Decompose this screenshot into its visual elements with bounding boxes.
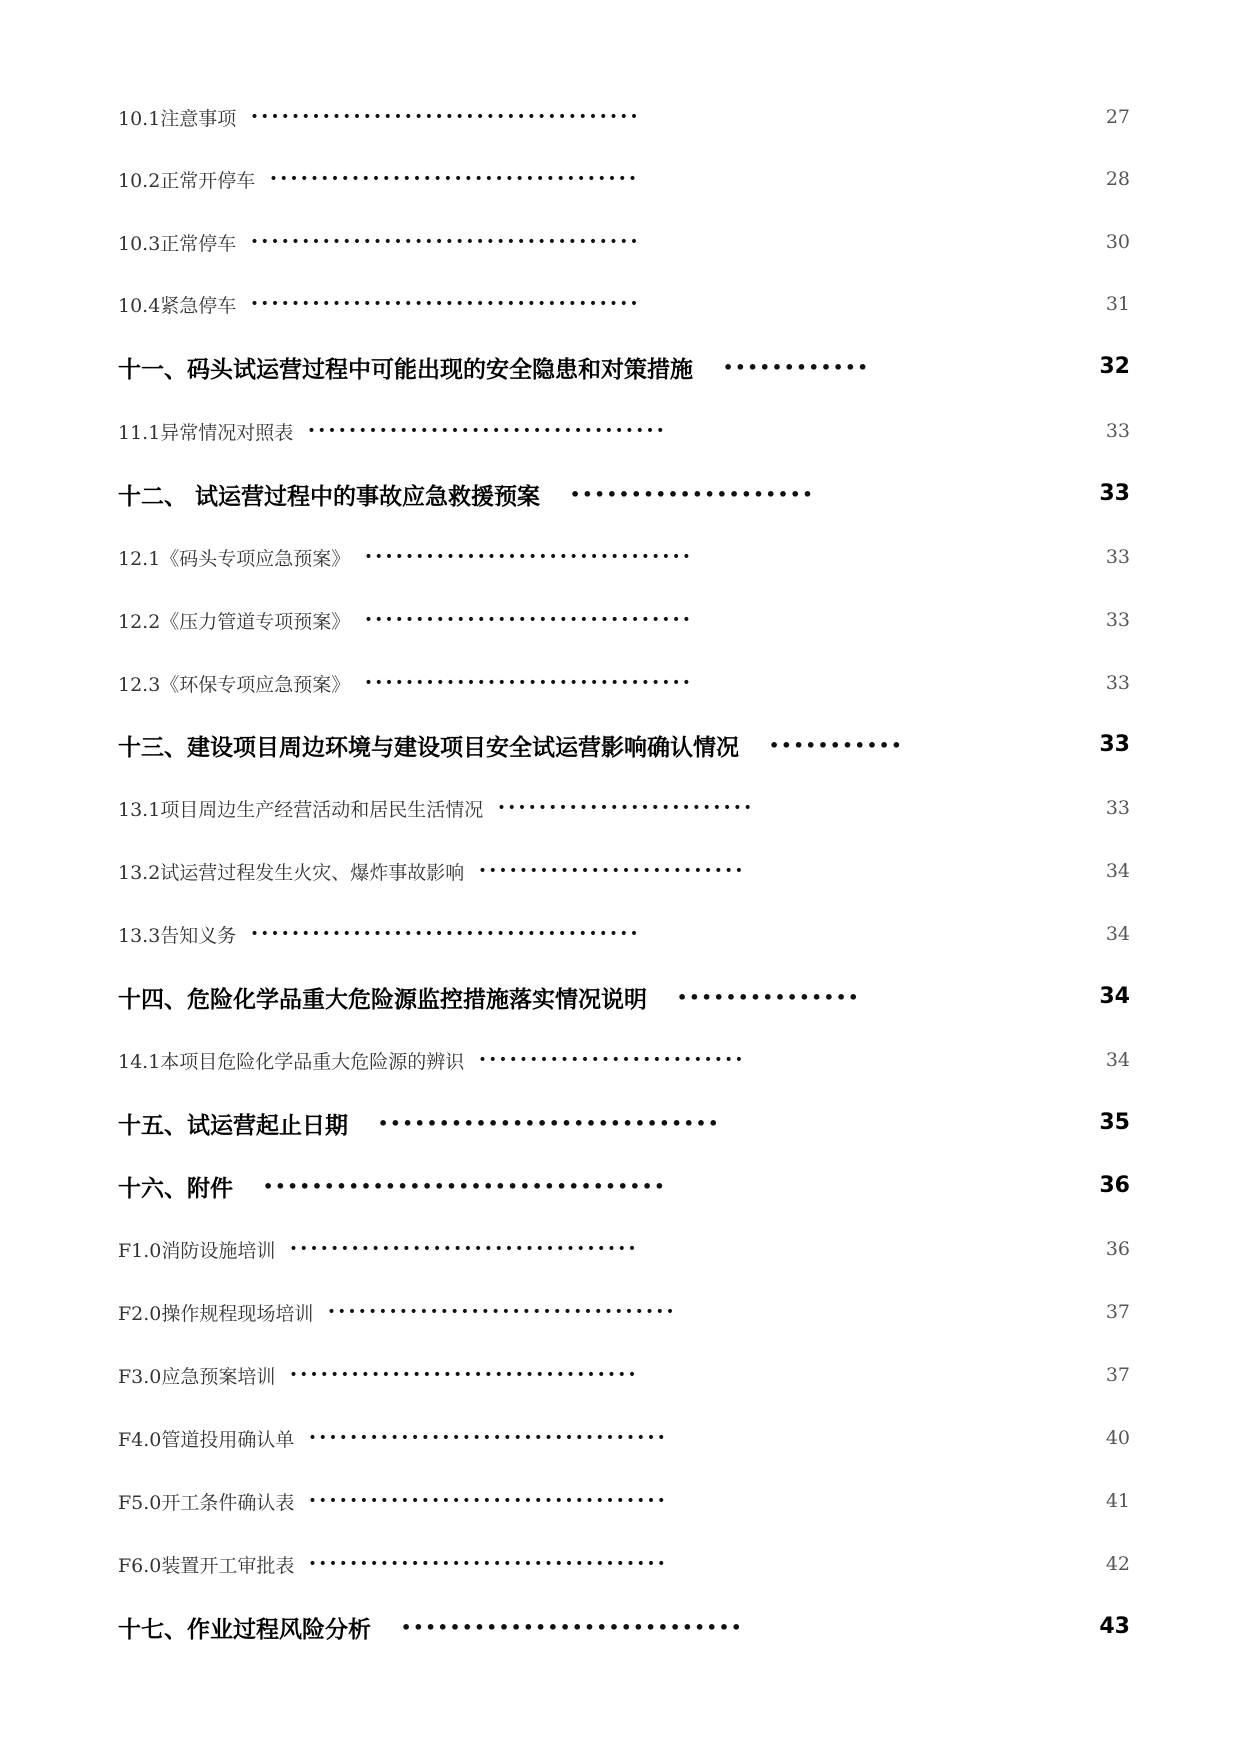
toc-entry-title: 10.4紧急停车: [118, 294, 237, 317]
toc-leader-dots: ••••••••••••••••••••••••••: [478, 863, 746, 879]
toc-entry-title: 十三、建设项目周边环境与建设项目安全试运营影响确认情况: [118, 734, 739, 761]
toc-leader-dots: ••••••••••••••••••••: [570, 484, 815, 504]
toc-page-number: 34: [1105, 923, 1130, 945]
toc-leader-dots: •••••••••••••••••••••••••••••••••••: [307, 423, 667, 439]
toc-leader-dots: ••••••••••••••••••••••••••••••••••••••: [250, 296, 641, 312]
toc-leader-dots: •••••••••••••••••••••••••: [497, 800, 754, 816]
toc-page-number: 40: [1105, 1427, 1130, 1449]
toc-entry-title: 13.1项目周边生产经营活动和居民生活情况: [118, 798, 484, 821]
toc-page-number: 34: [1099, 984, 1130, 1009]
toc-page-number: 33: [1105, 672, 1130, 694]
toc-entry[interactable]: [118, 1229, 1130, 1269]
toc-leader-dots: ••••••••••••••••••••••••••••••••: [364, 612, 693, 628]
toc-entry[interactable]: [118, 1103, 1130, 1143]
toc-leader-dots: ••••••••••••••••••••••••••••: [378, 1113, 721, 1133]
toc-entry[interactable]: [118, 97, 1130, 137]
toc-page-number: 30: [1105, 231, 1130, 253]
toc-entry-title: 12.3《环保专项应急预案》: [118, 673, 351, 696]
toc-page-number: 36: [1099, 1173, 1130, 1198]
toc-leader-dots: •••••••••••••••••••••••••••••••••••: [308, 1430, 668, 1446]
toc-leader-dots: •••••••••••••••: [677, 987, 861, 1007]
toc-entry[interactable]: [118, 788, 1130, 828]
toc-entry-title: 10.3正常停车: [118, 232, 237, 255]
toc-entry[interactable]: [118, 600, 1130, 640]
toc-leader-dots: ••••••••••••••••••••••••••••: [401, 1617, 744, 1637]
toc-page-number: 33: [1105, 609, 1130, 631]
toc-entry-title: 12.2《压力管道专项预案》: [118, 610, 351, 633]
toc-page-number: 32: [1099, 354, 1130, 379]
toc-page-number: 34: [1105, 1049, 1130, 1071]
toc-entry[interactable]: [118, 977, 1130, 1017]
toc-entry-title: F4.0管道投用确认单: [118, 1428, 295, 1451]
toc-entry-title: 十五、试运营起止日期: [118, 1112, 348, 1139]
toc-entry[interactable]: [118, 222, 1130, 262]
toc-page-number: 41: [1105, 1490, 1130, 1512]
toc-entry-title: 十四、危险化学品重大危险源监控措施落实情况说明: [118, 986, 647, 1013]
toc-entry-title: 十二、 试运营过程中的事故应急救援预案: [118, 483, 541, 510]
toc-entry-title: F5.0开工条件确认表: [118, 1491, 295, 1514]
toc-leader-dots: ••••••••••••••••••••••••••••••••: [364, 549, 693, 565]
toc-entry-title: 14.1本项目危险化学品重大危险源的辨识: [118, 1050, 465, 1073]
toc-leader-dots: ••••••••••••••••••••••••••••••••••••••: [250, 109, 641, 125]
toc-leader-dots: •••••••••••••••••••••••••••••••••••: [308, 1556, 668, 1572]
toc-entry[interactable]: [118, 663, 1130, 703]
toc-entry[interactable]: [118, 474, 1130, 514]
toc-page-number: 42: [1105, 1553, 1130, 1575]
toc-page-number: 31: [1105, 293, 1130, 315]
toc-entry-title: 十一、码头试运营过程中可能出现的安全隐患和对策措施: [118, 356, 693, 383]
toc-entry-title: 12.1《码头专项应急预案》: [118, 547, 351, 570]
toc-entry[interactable]: [118, 1544, 1130, 1584]
toc-page-number: 43: [1099, 1614, 1130, 1639]
toc-entry-title: F1.0消防设施培训: [118, 1239, 276, 1262]
toc-entry[interactable]: [118, 914, 1130, 954]
toc-leader-dots: ••••••••••••••••••••••••••: [478, 1052, 746, 1068]
toc-entry-title: F6.0装置开工审批表: [118, 1554, 295, 1577]
toc-leader-dots: ••••••••••••••••••••••••••••••••: [364, 675, 693, 691]
toc-entry[interactable]: [118, 1355, 1130, 1395]
toc-leader-dots: ••••••••••••••••••••••••••••••••••••••: [250, 926, 641, 942]
toc-entry[interactable]: [118, 347, 1130, 387]
toc-page-number: 36: [1105, 1238, 1130, 1260]
toc-leader-dots: ••••••••••••••••••••••••••••••••••••: [269, 171, 639, 187]
toc-page-number: 28: [1105, 168, 1130, 190]
toc-page-number: 33: [1105, 420, 1130, 442]
toc-page-number: 33: [1099, 732, 1130, 757]
toc-entry-title: 10.1注意事项: [118, 107, 237, 130]
toc-leader-dots: •••••••••••••••••••••••••••••••••: [263, 1176, 667, 1196]
toc-page-number: 27: [1105, 106, 1130, 128]
toc-entry[interactable]: [118, 1418, 1130, 1458]
toc-entry-title: 13.2试运营过程发生火灾、爆炸事故影响: [118, 861, 465, 884]
toc-leader-dots: •••••••••••••••••••••••••••••••••••: [308, 1493, 668, 1509]
toc-entry[interactable]: [118, 159, 1130, 199]
toc-entry-title: 10.2正常开停车: [118, 169, 256, 192]
toc-entry[interactable]: [118, 411, 1130, 451]
toc-entry[interactable]: [118, 725, 1130, 765]
toc-leader-dots: ••••••••••••••••••••••••••••••••••: [327, 1304, 677, 1320]
toc-page-number: 33: [1099, 481, 1130, 506]
toc-entry-title: 十六、附件: [118, 1175, 233, 1202]
toc-entry[interactable]: [118, 851, 1130, 891]
toc-page-number: 33: [1105, 546, 1130, 568]
toc-page-number: 37: [1105, 1301, 1130, 1323]
toc-entry[interactable]: [118, 1166, 1130, 1206]
toc-leader-dots: •••••••••••: [769, 735, 904, 755]
toc-entry-title: 13.3告知义务: [118, 924, 237, 947]
toc-entry[interactable]: [118, 1040, 1130, 1080]
toc-page-number: 33: [1105, 797, 1130, 819]
toc-leader-dots: ••••••••••••••••••••••••••••••••••: [289, 1367, 639, 1383]
toc-leader-dots: ••••••••••••••••••••••••••••••••••••••: [250, 234, 641, 250]
toc-entry[interactable]: [118, 537, 1130, 577]
toc-entry[interactable]: [118, 284, 1130, 324]
toc-entry-title: F3.0应急预案培训: [118, 1365, 276, 1388]
toc-page-number: 37: [1105, 1364, 1130, 1386]
toc-page-number: 35: [1099, 1110, 1130, 1135]
toc-entry[interactable]: [118, 1481, 1130, 1521]
toc-entry[interactable]: [118, 1607, 1130, 1647]
toc-entry-title: F2.0操作规程现场培训: [118, 1302, 314, 1325]
toc-leader-dots: ••••••••••••••••••••••••••••••••••: [289, 1241, 639, 1257]
toc-page-number: 34: [1105, 860, 1130, 882]
toc-leader-dots: ••••••••••••: [723, 357, 870, 377]
toc-entry-title: 十七、作业过程风险分析: [118, 1616, 371, 1643]
toc-entry[interactable]: [118, 1292, 1130, 1332]
toc-entry-title: 11.1异常情况对照表: [118, 421, 294, 444]
